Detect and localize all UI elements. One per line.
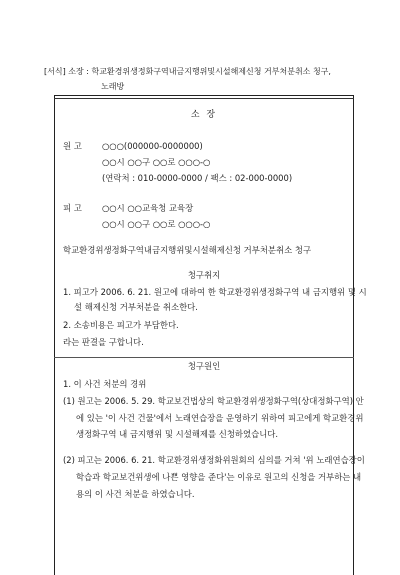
section-1-heading: 1. 이 사건 처분의 경위 [63,379,147,389]
claim-reason-heading: 청구원인 [187,361,221,371]
reason-para-2-line: 학습과 학교보건위생에 나쁜 영향을 준다'는 이유로 원고의 신청을 거부하는 내 [76,472,362,482]
claim-purpose-line: 2. 소송비용은 피고가 부담한다. [63,320,179,330]
defendant-name: ○○시 ○○교육청 교육장 [102,203,194,213]
reason-para-1-line: 생정화구역 내 금지행위 및 시설해제를 신청하였습니다. [76,429,279,439]
header-line-1: [서식] 소장 : 학교환경위생정화구역내금지행위및시설해제신청 거부처분취소 청구, [44,67,331,76]
plaintiff-contact: (연락처 : 010-0000-0000 / 팩스 : 02-000-0000) [102,173,293,183]
top-double-rule [54,98,354,99]
reason-para-1-line: 에 있는 '이 사건 건물'에서 노래연습장을 운영하기 위하여 피고에게 학교환경위 [76,413,364,423]
reason-para-2-line: (2) 피고는 2006. 6. 21. 학교환경위생정화위원회의 심의를 거쳐 '위 노래연습장이 [63,455,365,465]
document-title: 소 장 [190,110,218,120]
defendant-label: 피 고 [63,203,82,213]
reason-para-2-line: 용의 이 사건 처분을 하였습니다. [76,489,195,499]
defendant-address: ○○시 ○○구 ○○로 ○○○-○ [102,219,211,229]
section-divider [54,357,354,358]
claim-purpose-line: 설 해제신청 거부처분을 취소한다. [74,302,198,312]
case-title: 학교환경위생정화구역내금지행위및시설해제신청 거부처분취소 청구 [63,245,312,255]
plaintiff-address: ○○시 ○○구 ○○로 ○○○-○ [102,157,211,167]
claim-purpose-line: 라는 판결을 구합니다. [63,337,144,347]
header-line-2: 노래방 [101,82,125,91]
claim-purpose-line: 1. 피고가 2006. 6. 21. 원고에 대하여 한 학교환경위생정화구역 내 금지행위 및 시 [63,287,367,297]
plaintiff-name: ○○○(000000-0000000) [102,141,203,151]
claim-purpose-heading: 청구취지 [187,270,221,280]
reason-para-1-line: (1) 원고는 2006. 5. 29. 학교보건법상의 학교환경위생정화구역(상대정화구역) 안 [63,396,364,406]
plaintiff-label: 원 고 [63,141,82,151]
